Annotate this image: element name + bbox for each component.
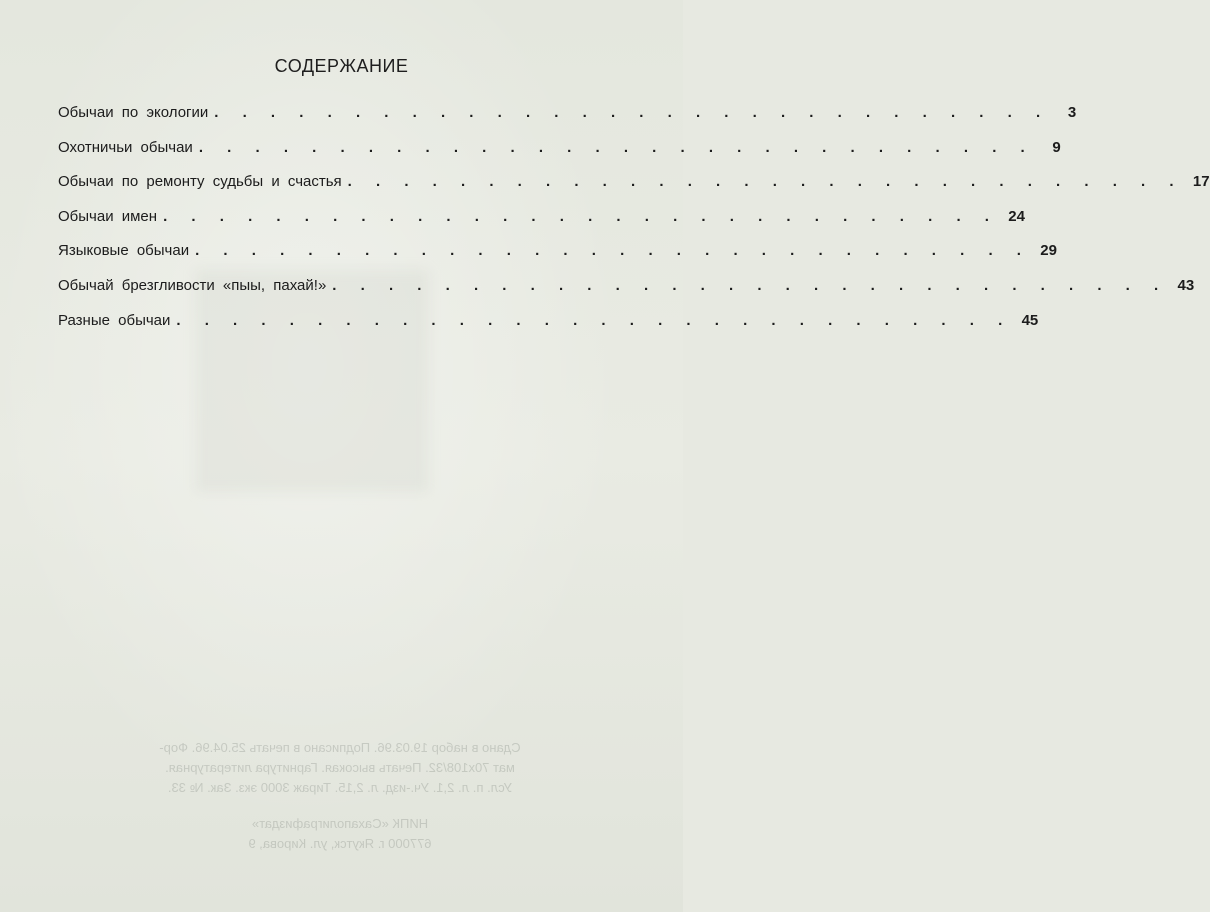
- page-title: СОДЕРЖАНИЕ: [274, 56, 409, 76]
- toc-entry-page: 9: [1052, 138, 1061, 156]
- toc-entry[interactable]: [58, 276, 1195, 312]
- toc-entry[interactable]: [58, 311, 1039, 347]
- toc-entry-title: Обычай брезгливости «пыы, пахай!»: [58, 276, 327, 294]
- toc-entry-title: Обычаи по экологии: [58, 104, 209, 121]
- toc-entry-title: Охотничьи обычаи: [58, 138, 193, 156]
- toc-leader-dots: . . . . . . . . . . . . . . . . . . . . . . . . . . . . . .: [195, 242, 1031, 260]
- toc-entry-page: 17: [1192, 173, 1210, 191]
- toc-leader-dots: . . . . . . . . . . . . . . . . . . . . . . . . . . . . . .: [347, 173, 1184, 191]
- publisher-line: 677000 г. Якутск, ул. Кирова, 9: [248, 836, 432, 851]
- toc-leader-dots: . . . . . . . . . . . . . . . . . . . . . . . . . . . . . .: [176, 311, 1013, 329]
- imprint-line: Сдано в набор 19.03.96. Подписано в печать 25.04.96. Фор-: [159, 740, 521, 755]
- table-of-contents: [58, 104, 1210, 346]
- toc-entry-title: Обычаи по ремонту судьбы и счастья: [58, 173, 342, 191]
- publisher-line: НИПК «Сахаполиграфиздат»: [251, 816, 429, 831]
- toc-leader-dots: . . . . . . . . . . . . . . . . . . . . . . . . . . . . . .: [332, 276, 1169, 294]
- toc-entry-page: 3: [1067, 104, 1077, 121]
- toc-entry-title: Разные обычаи: [58, 311, 171, 329]
- toc-leader-dots: . . . . . . . . . . . . . . . . . . . . . . . . . . . . . .: [214, 104, 1051, 121]
- toc-entry-page: 45: [1021, 311, 1039, 329]
- toc-entry[interactable]: [58, 242, 1057, 277]
- toc-entry-page: 29: [1040, 242, 1057, 260]
- imprint-line: Усл. п. л. 2,1. Уч.-изд. л. 2,15. Тираж 3000 экз. Зак. № 33.: [167, 780, 513, 795]
- toc-leader-dots: . . . . . . . . . . . . . . . . . . . . . . . . . . . . . .: [198, 138, 1035, 156]
- toc-leader-dots: . . . . . . . . . . . . . . . . . . . . . . . . . . . . . .: [163, 207, 999, 225]
- toc-entry[interactable]: [58, 207, 1025, 243]
- toc-entry[interactable]: [58, 138, 1061, 174]
- show-through-imprint: [80, 738, 600, 854]
- imprint-line: мат 70х108/32. Печать высокая. Гарнитура литературная.: [165, 760, 515, 775]
- toc-entry-page: 24: [1008, 207, 1025, 225]
- toc-entry-title: Языковые обычаи: [58, 242, 190, 260]
- toc-entry[interactable]: [58, 104, 1077, 139]
- toc-entry-page: 43: [1177, 276, 1195, 294]
- toc-entry[interactable]: [58, 173, 1210, 208]
- toc-entry-title: Обычаи имен: [58, 207, 158, 225]
